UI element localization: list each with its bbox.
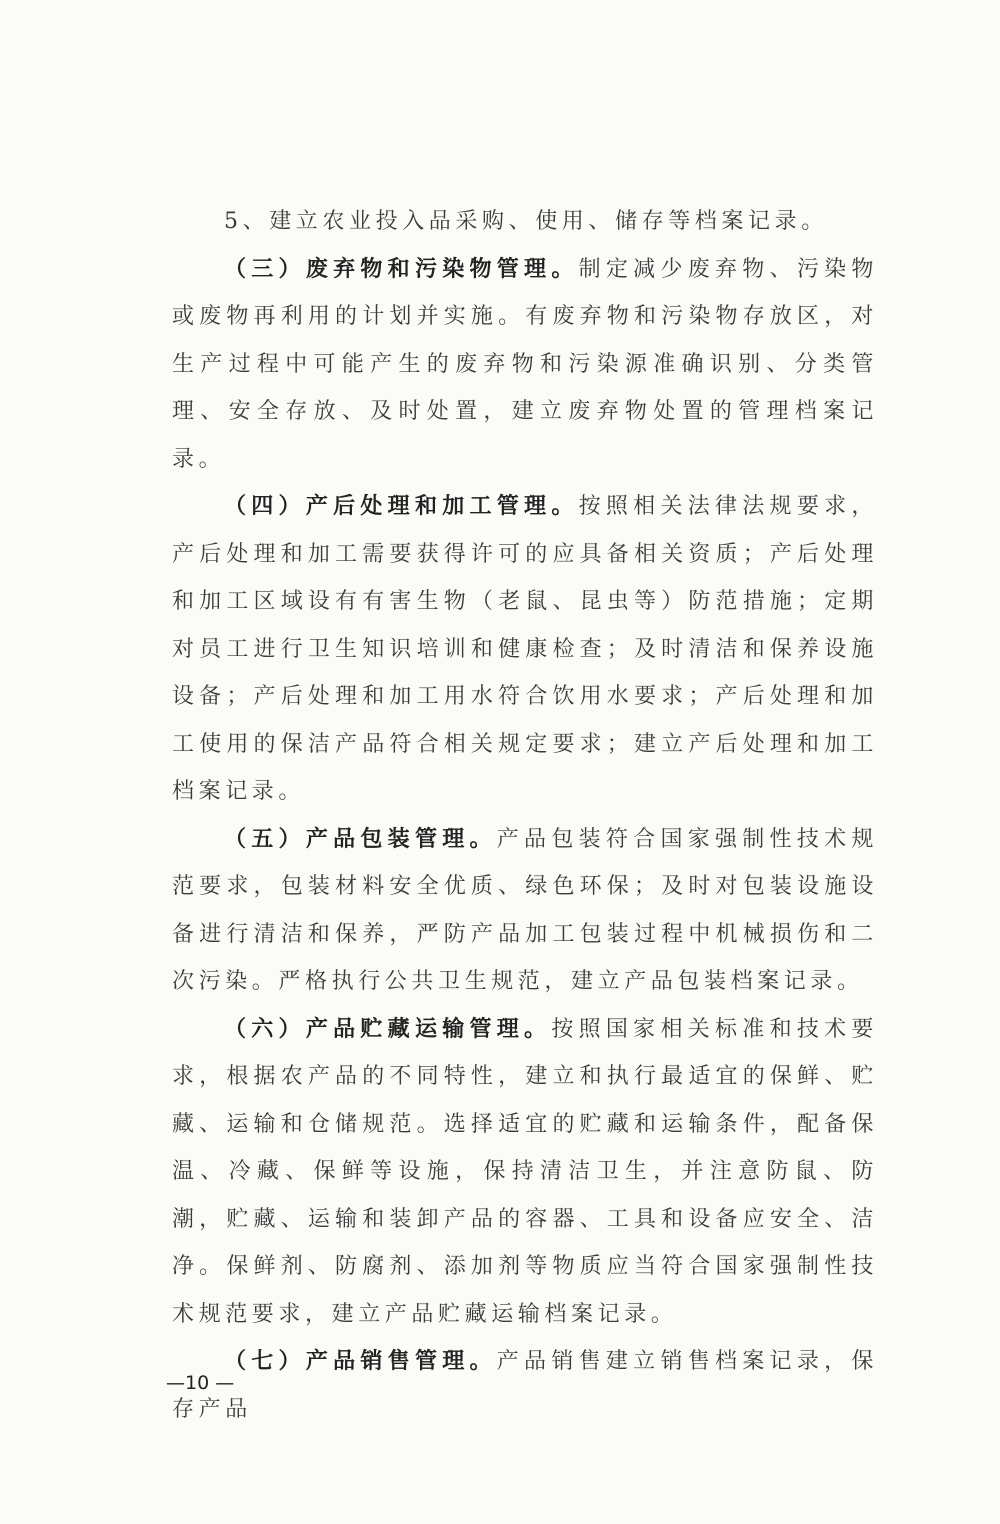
paragraph-text: 5、建立农业投入品采购、使用、储存等档案记录。 (224, 209, 828, 234)
document-body (172, 198, 878, 1433)
paragraph-heading: （六）产品贮藏运输管理。 (224, 1015, 552, 1042)
page-number: —10 — (166, 1372, 235, 1394)
paragraph-heading: （七）产品销售管理。 (224, 1348, 497, 1374)
paragraph-item-5 (172, 198, 878, 246)
paragraph-text: 制定减少废弃物、污染物或废物再利用的计划并实施。有废弃物和污染物存放区，对生产过程中可能产生的废弃物和污染源准确识别、分类管理、安全存放、及时处置，建立废弃物处置的管理档案记录。 (172, 256, 878, 472)
paragraph-text: 产品销售建立销售档案记录，保存产品 (172, 1349, 878, 1422)
paragraph-heading: （四）产后处理和加工管理。 (224, 493, 579, 519)
paragraph-heading: （五）产品包装管理。 (224, 825, 497, 852)
paragraph-text: 按照国家相关标准和技术要求，根据农产品的不同特性，建立和执行最适宜的保鲜、贮藏、运输和仓储规范。选择适宜的贮藏和运输条件，配备保温、冷藏、保鲜等设施，保持清洁卫生，并注意防鼠、防潮，贮藏、运输和装卸产品的容器、工具和设备应安全、洁净。保鲜剂、防腐剂、添加剂等物质应当符合国家强制性技术规范要求，建立产品贮藏运输档案记录。 (172, 1016, 879, 1327)
paragraph-sales (172, 1338, 878, 1433)
paragraph-text: 按照相关法律法规要求，产后处理和加工需要获得许可的应具备相关资质；产后处理和加工区域设有有害生物（老鼠、昆虫等）防范措施；定期对员工进行卫生知识培训和健康检查；及时清洁和保养设施设备；产后处理和加工用水符合饮用水要求；产后处理和加工使用的保洁产品符合相关规定要求；建立产后处理和加工档案记录。 (172, 494, 878, 804)
paragraph-post-harvest-processing (172, 483, 878, 816)
paragraph-storage-transport (172, 1006, 878, 1339)
paragraph-packaging (172, 816, 878, 1006)
paragraph-waste-management (172, 246, 878, 484)
paragraph-heading: （三）废弃物和污染物管理。 (224, 255, 579, 282)
paragraph-text: 产品包装符合国家强制性技术规范要求，包装材料安全优质、绿色环保；及时对包装设施设备进行清洁和保养，严防产品加工包装过程中机械损伤和二次污染。严格执行公共卫生规范，建立产品包装档案记录。 (172, 826, 878, 994)
